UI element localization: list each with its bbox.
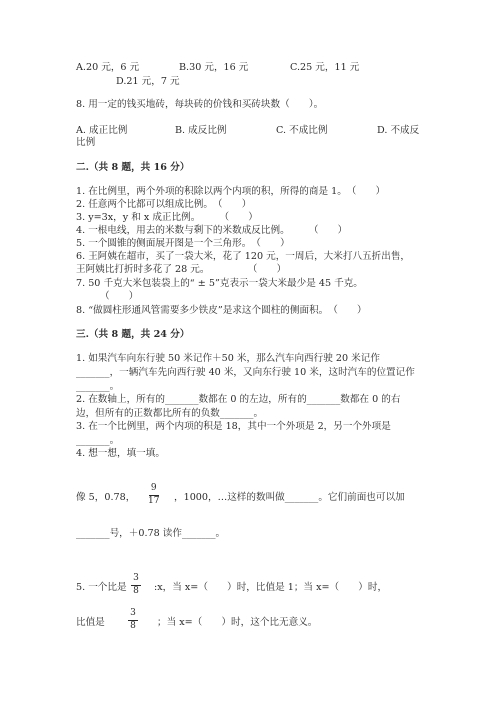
s3-q2-line2: 边，但所有的正数都比所有的负数_______。 xyxy=(76,408,264,419)
s2-item-4: 4. 一根电线，用去的米数与剩下的米数成反比例。 （ ） xyxy=(76,225,348,236)
s3-q1-line2: _______，一辆汽车先向西行驶 40 米，又向东行驶 10 米，这时汽车的位置记作 xyxy=(76,367,415,378)
s3-q4-text-a: 像 5，0.78， xyxy=(76,492,136,503)
s3-q5-text-a: 5. 一个比是 xyxy=(76,582,127,593)
question-8-stem: 8. 用一定的钱买地砖，每块砖的价钱和买砖块数（ ）。 xyxy=(76,99,324,110)
s3-q5-text-b: :x，当 x=（ ）时，比值是 1；当 x=（ ）时， xyxy=(154,582,388,593)
s2-item-7-cont: （ ） xyxy=(76,291,139,302)
fraction-denominator: 8 xyxy=(133,586,139,597)
fraction-numerator: 3 xyxy=(130,608,136,618)
s2-item-2: 2. 任意两个比都可以组成比例。 （ ） xyxy=(76,199,252,210)
s3-q5-text-c: 比值是 xyxy=(76,617,105,628)
q8-option-c: C. 不成比例 xyxy=(276,125,328,136)
fraction-3-8-second xyxy=(128,609,138,632)
s3-q4-text-b: ，1000，…这样的数叫做_______。它们前面也可以加 xyxy=(174,492,405,503)
fraction-denominator: 8 xyxy=(130,621,136,632)
option-b: B.30 元，16 元 xyxy=(179,62,249,73)
s3-q2-line1: 2. 在数轴上，所有的_______数都在 0 的左边，所有的_______数都在 0 的右 xyxy=(76,394,401,405)
fraction-9-17 xyxy=(148,484,159,507)
s2-item-6-cont: 王阿姨比打折时多花了 28 元。 （ ） xyxy=(76,264,287,275)
s3-q3-line2: _______。 xyxy=(76,435,120,446)
fraction-numerator: 9 xyxy=(150,483,157,493)
option-c: C.25 元，11 元 xyxy=(290,62,360,73)
s2-item-1: 1. 在比例里，两个外项的积除以两个内项的积，所得的商是 1。 （ ） xyxy=(76,186,386,197)
s3-q1-line3: _______。 xyxy=(76,381,120,392)
fraction-3-8 xyxy=(131,574,141,597)
s2-item-6: 6. 王阿姨在超市，买了一袋大米，花了 120 元，一周后，大米打八五折出售， xyxy=(76,251,411,262)
s3-q4-stem: 4. 想一想，填一填。 xyxy=(76,448,165,459)
s3-q3-line1: 3. 在一个比例里，两个内项的积是 18，其中一个外项是 2，另一个外项是 xyxy=(76,421,391,432)
s2-item-5: 5. 一个圆锥的侧面展开图是一个三角形。 （ ） xyxy=(76,238,290,249)
s2-item-7: 7. 50 千克大米包装袋上的“ ± 5”克表示一袋大米最少是 45 千克。 xyxy=(76,278,363,289)
fraction-denominator: 17 xyxy=(148,496,160,507)
q8-option-b: B. 成反比例 xyxy=(175,125,227,136)
section-3-heading: 三.（共 8 题，共 24 分） xyxy=(76,329,190,340)
q8-option-d-cont: 比例 xyxy=(76,137,96,148)
s3-q5-text-d: ；当 x=（ ）时，这个比无意义。 xyxy=(157,617,318,628)
q8-option-d: D. 不成反 xyxy=(377,125,420,136)
q8-option-a: A. 成正比例 xyxy=(76,125,128,136)
s2-item-8: 8. “做圆柱形通风管需要多少铁皮”是求这个圆柱的侧面积。 （ ） xyxy=(76,305,367,316)
option-d: D.21 元，7 元 xyxy=(116,76,180,87)
s2-item-3: 3. y=3x，y 和 x 成正比例。 （ ） xyxy=(76,212,258,223)
option-a: A.20 元，6 元 xyxy=(76,62,140,73)
s3-q1-line1: 1. 如果汽车向东行驶 50 米记作＋50 米，那么汽车向西行驶 20 米记作 xyxy=(76,353,380,364)
section-2-heading: 二.（共 8 题，共 16 分） xyxy=(76,162,190,173)
fraction-numerator: 3 xyxy=(133,573,139,583)
s3-q4-line2: _______号，＋0.78 读作_______。 xyxy=(76,528,226,539)
